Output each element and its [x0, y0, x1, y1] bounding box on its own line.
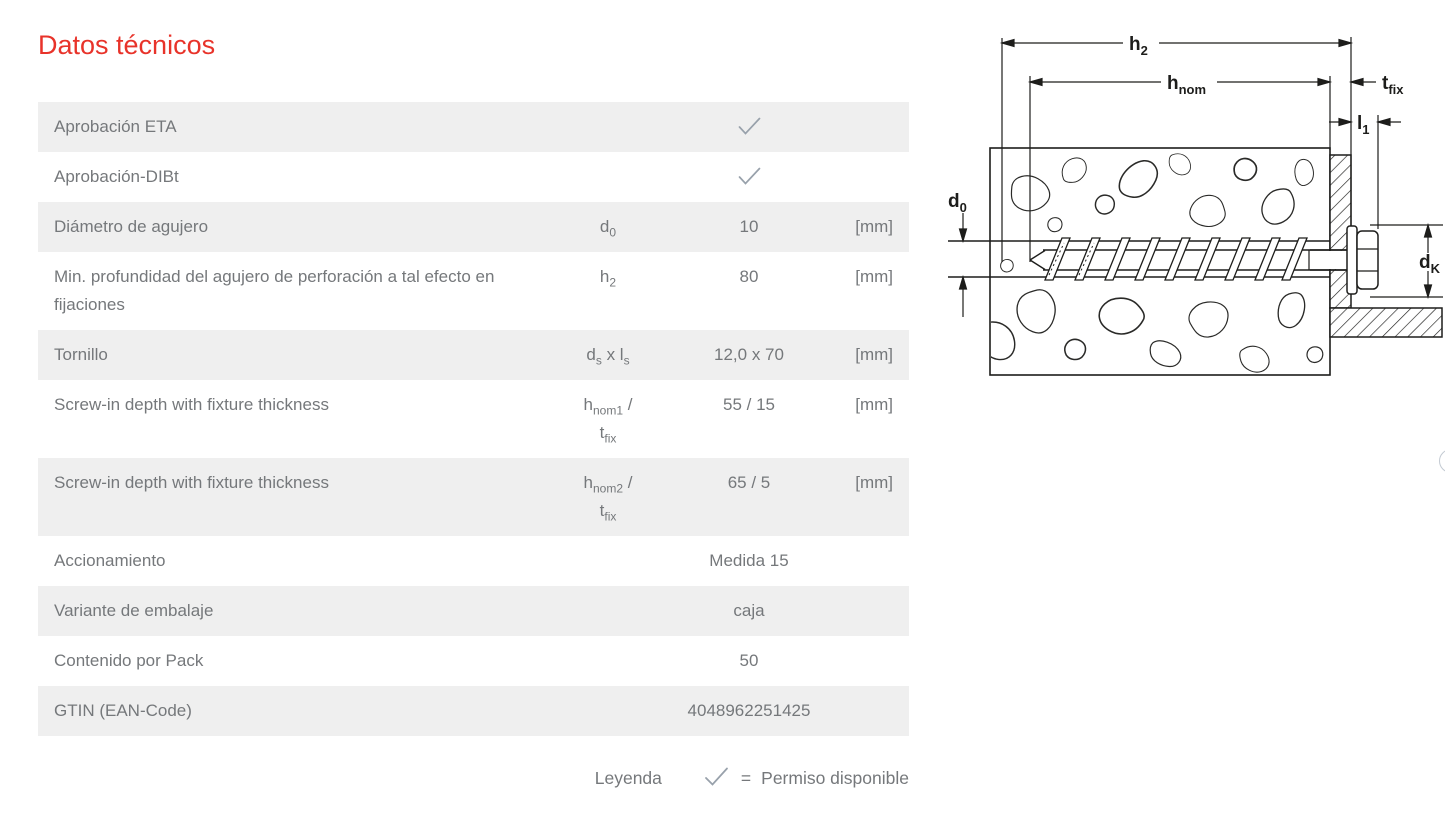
row-symbol: $h_{nom2}$ / $t_{fix}$ — [583, 472, 633, 524]
row-unit: [mm] — [855, 344, 893, 364]
dim-label-l1: $l_1$ — [1357, 113, 1370, 137]
row-unit: [mm] — [855, 266, 893, 286]
row-label: Screw-in depth with fixture thickness — [54, 394, 329, 414]
floating-button-partial[interactable] — [1439, 449, 1445, 473]
row-value: Medida 15 — [709, 550, 789, 570]
dim-label-dk: $d_K$ — [1419, 252, 1440, 276]
hex-head — [1357, 231, 1378, 289]
row-unit: [mm] — [855, 216, 893, 236]
check-icon — [738, 167, 761, 185]
anchor-installation-diagram — [945, 10, 1445, 405]
row-symbol: $h_{nom1}$ / $t_{fix}$ — [583, 394, 633, 446]
dim-label-hnom: $h_{nom}$ — [1167, 73, 1207, 97]
table-row — [38, 686, 909, 736]
table-row — [38, 586, 909, 636]
row-unit: [mm] — [855, 472, 893, 492]
technical-data-section — [38, 0, 909, 793]
row-label: Aprobación ETA — [54, 116, 177, 136]
row-label: Aprobación-DIBt — [54, 166, 179, 186]
row-label: Diámetro de agujero — [54, 216, 209, 236]
row-label: Contenido por Pack — [54, 650, 204, 670]
row-value: 50 — [739, 650, 759, 670]
table-row — [38, 380, 909, 458]
table-row — [38, 102, 909, 152]
row-label: GTIN (EAN-Code) — [54, 700, 192, 720]
table-row — [38, 330, 909, 380]
row-symbol: $h_2$ — [599, 266, 617, 290]
check-icon — [704, 767, 729, 786]
table-row — [38, 536, 909, 586]
row-value: 4048962251425 — [687, 700, 811, 720]
table-row — [38, 202, 909, 252]
washer-flange — [1347, 226, 1357, 294]
row-label: Accionamiento — [54, 550, 166, 570]
row-value: 12,0 x 70 — [714, 344, 784, 364]
row-value: 55 / 15 — [723, 394, 775, 414]
dim-label-tfix: $t_{fix}$ — [1382, 73, 1404, 97]
row-value: 65 / 5 — [727, 472, 771, 492]
check-icon — [738, 117, 761, 135]
row-value-check — [673, 163, 825, 191]
row-label: Screw-in depth with fixture thickness — [54, 472, 329, 492]
row-unit: [mm] — [855, 394, 893, 414]
anchor-diagram-svg — [945, 10, 1445, 405]
row-symbol: $d_s$ x $l_s$ — [586, 344, 630, 368]
legend — [38, 763, 909, 793]
row-label: Variante de embalaje — [54, 600, 214, 620]
row-value: 80 — [739, 266, 759, 286]
row-value-check — [673, 113, 825, 141]
page-title: Datos técnicos — [38, 30, 216, 60]
legend-label: Leyenda — [594, 767, 662, 788]
row-value: 10 — [739, 216, 759, 236]
row-label: Tornillo — [54, 344, 108, 364]
dim-label-h2: $h_2$ — [1129, 34, 1148, 58]
legend-meaning: Permiso disponible — [761, 767, 909, 788]
technical-data-table — [38, 102, 909, 736]
row-symbol: $d_0$ — [599, 216, 617, 240]
dim-label-d0: $d_0$ — [948, 191, 967, 215]
row-label: Min. profundidad del agujero de perforación a tal efecto en fijaciones — [54, 266, 495, 314]
table-row — [38, 458, 909, 536]
table-row — [38, 252, 909, 330]
row-value: caja — [733, 600, 765, 620]
table-row — [38, 152, 909, 202]
legend-equals: = — [740, 767, 752, 788]
table-row — [38, 636, 909, 686]
